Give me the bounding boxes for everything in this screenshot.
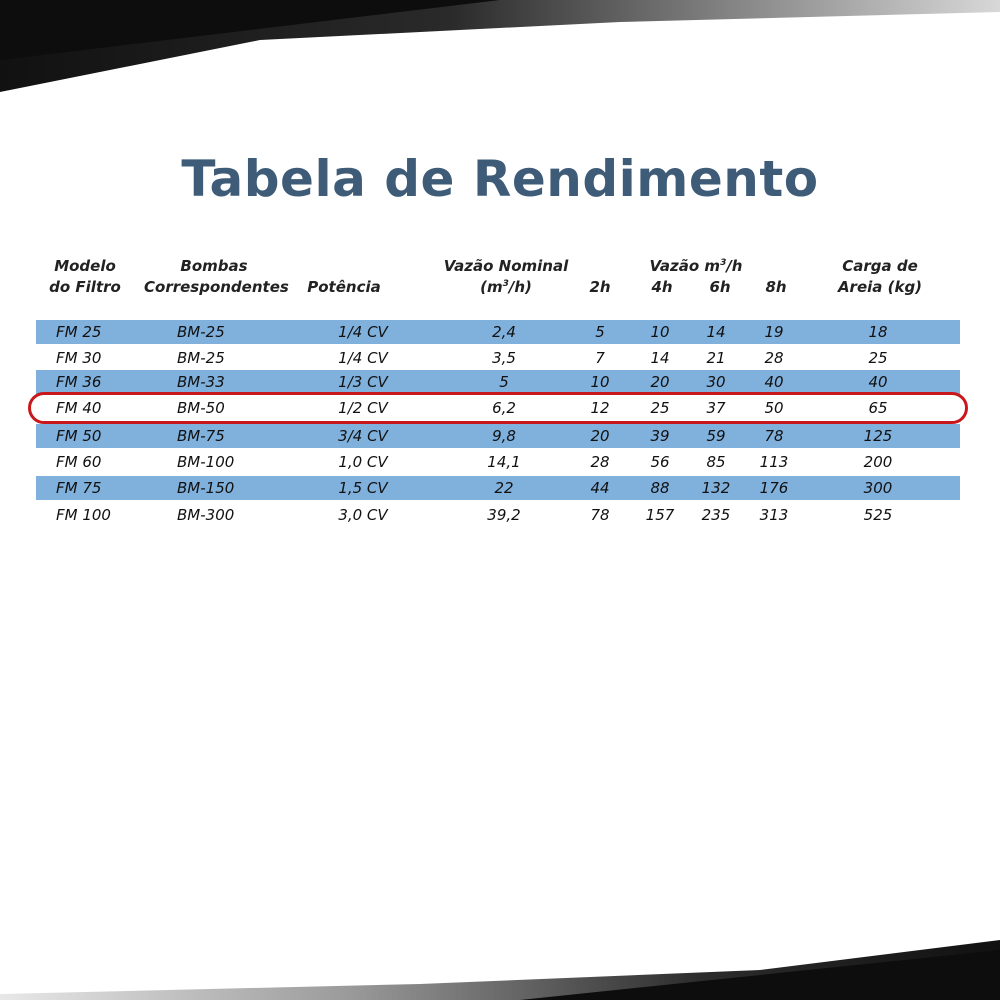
cell-2h: 20 xyxy=(590,427,610,445)
cell-2h: 78 xyxy=(590,506,610,524)
cell-6h: 37 xyxy=(706,399,726,417)
cell-carga: 300 xyxy=(863,479,893,497)
highlight-ring xyxy=(28,392,968,424)
cell-potencia: 1/2 CV xyxy=(338,399,388,417)
cell-8h: 19 xyxy=(764,323,784,341)
cell-carga: 525 xyxy=(863,506,893,524)
header-modelo xyxy=(40,256,130,298)
cell-vazao: 9,8 xyxy=(492,427,516,445)
header-vazao-nominal-line2: $(m^3/h)$ xyxy=(480,278,532,296)
cell-modelo: FM 60 xyxy=(56,453,102,471)
cell-vazao: 2,4 xyxy=(492,323,516,341)
cell-carga: 65 xyxy=(868,399,888,417)
cell-2h: 7 xyxy=(595,349,605,367)
cell-bomba: BM-25 xyxy=(177,323,225,341)
cell-modelo: FM 30 xyxy=(56,349,102,367)
cell-carga: 25 xyxy=(868,349,888,367)
cell-vazao: 5 xyxy=(499,373,509,391)
cell-modelo: FM 36 xyxy=(56,373,102,391)
header-carga xyxy=(818,256,942,298)
cell-6h: 14 xyxy=(706,323,726,341)
table-row xyxy=(36,320,960,344)
header-6h: 6h xyxy=(709,278,731,296)
cell-bomba: BM-25 xyxy=(177,349,225,367)
cell-8h: 50 xyxy=(764,399,784,417)
cell-modelo: FM 50 xyxy=(56,427,102,445)
cell-4h: 39 xyxy=(650,427,670,445)
cell-6h: 21 xyxy=(706,349,726,367)
cell-bomba: BM-33 xyxy=(177,373,225,391)
cell-6h: 235 xyxy=(701,506,731,524)
cell-modelo: FM 25 xyxy=(56,323,102,341)
cell-bomba: BM-50 xyxy=(177,399,225,417)
header-modelo-line2: do Filtro xyxy=(49,278,121,296)
cell-2h: 44 xyxy=(590,479,610,497)
cell-4h: 88 xyxy=(650,479,670,497)
cell-vazao: 14,1 xyxy=(487,453,521,471)
cell-vazao: 6,2 xyxy=(492,399,516,417)
table-row xyxy=(36,424,960,448)
cell-modelo: FM 40 xyxy=(56,399,102,417)
cell-potencia: 1/3 CV xyxy=(338,373,388,391)
cell-potencia: 3/4 CV xyxy=(338,427,388,445)
table-row xyxy=(36,503,960,527)
header-vazao-nominal xyxy=(436,256,576,298)
cell-carga: 18 xyxy=(868,323,888,341)
cell-carga: 125 xyxy=(863,427,893,445)
cell-potencia: 1,0 CV xyxy=(338,453,388,471)
cell-2h: 5 xyxy=(595,323,605,341)
cell-2h: 10 xyxy=(590,373,610,391)
header-carga-line2: Areia (kg) xyxy=(837,278,923,296)
header-bombas-line1: Bombas xyxy=(180,257,248,275)
cell-vazao: 39,2 xyxy=(487,506,521,524)
cell-6h: 85 xyxy=(706,453,726,471)
bottom-decoration xyxy=(0,930,1000,1000)
header-potencia: Potência xyxy=(307,278,381,296)
header-bombas xyxy=(144,256,289,298)
cell-carga: 40 xyxy=(868,373,888,391)
cell-6h: 59 xyxy=(706,427,726,445)
table-row xyxy=(36,346,960,370)
cell-bomba: BM-75 xyxy=(177,427,225,445)
cell-potencia: 1,5 CV xyxy=(338,479,388,497)
header-modelo-line1: Modelo xyxy=(54,257,116,275)
top-decoration xyxy=(0,0,1000,100)
cell-bomba: BM-300 xyxy=(177,506,235,524)
cell-bomba: BM-150 xyxy=(177,479,235,497)
cell-4h: 157 xyxy=(645,506,675,524)
cell-6h: 132 xyxy=(701,479,731,497)
header-bombas-line2: Correspondentes xyxy=(144,278,289,296)
cell-4h: 20 xyxy=(650,373,670,391)
header-2h: 2h xyxy=(589,278,611,296)
table-row xyxy=(36,450,960,474)
header-8h: 8h xyxy=(765,278,787,296)
cell-6h: 30 xyxy=(706,373,726,391)
cell-2h: 12 xyxy=(590,399,610,417)
cell-bomba: BM-100 xyxy=(177,453,235,471)
cell-potencia: 3,0 CV xyxy=(338,506,388,524)
cell-potencia: 1/4 CV xyxy=(338,349,388,367)
cell-8h: 40 xyxy=(764,373,784,391)
cell-8h: 313 xyxy=(759,506,789,524)
cell-4h: 25 xyxy=(650,399,670,417)
header-4h: 4h xyxy=(651,278,673,296)
cell-8h: 113 xyxy=(759,453,789,471)
header-vazao-group: Vazão $m^3/h$ xyxy=(649,257,743,275)
cell-vazao: 3,5 xyxy=(492,349,516,367)
cell-4h: 10 xyxy=(650,323,670,341)
cell-vazao: 22 xyxy=(494,479,514,497)
cell-carga: 200 xyxy=(863,453,893,471)
header-carga-line1: Carga de xyxy=(842,257,918,275)
cell-modelo: FM 100 xyxy=(56,506,111,524)
cell-4h: 56 xyxy=(650,453,670,471)
cell-8h: 78 xyxy=(764,427,784,445)
header-vazao-nominal-line1: Vazão Nominal xyxy=(443,257,569,275)
cell-4h: 14 xyxy=(650,349,670,367)
cell-2h: 28 xyxy=(590,453,610,471)
cell-8h: 28 xyxy=(764,349,784,367)
cell-potencia: 1/4 CV xyxy=(338,323,388,341)
table-row xyxy=(36,476,960,500)
cell-8h: 176 xyxy=(759,479,789,497)
table-row xyxy=(36,370,960,394)
cell-modelo: FM 75 xyxy=(56,479,102,497)
page-title: Tabela de Rendimento xyxy=(181,150,819,208)
